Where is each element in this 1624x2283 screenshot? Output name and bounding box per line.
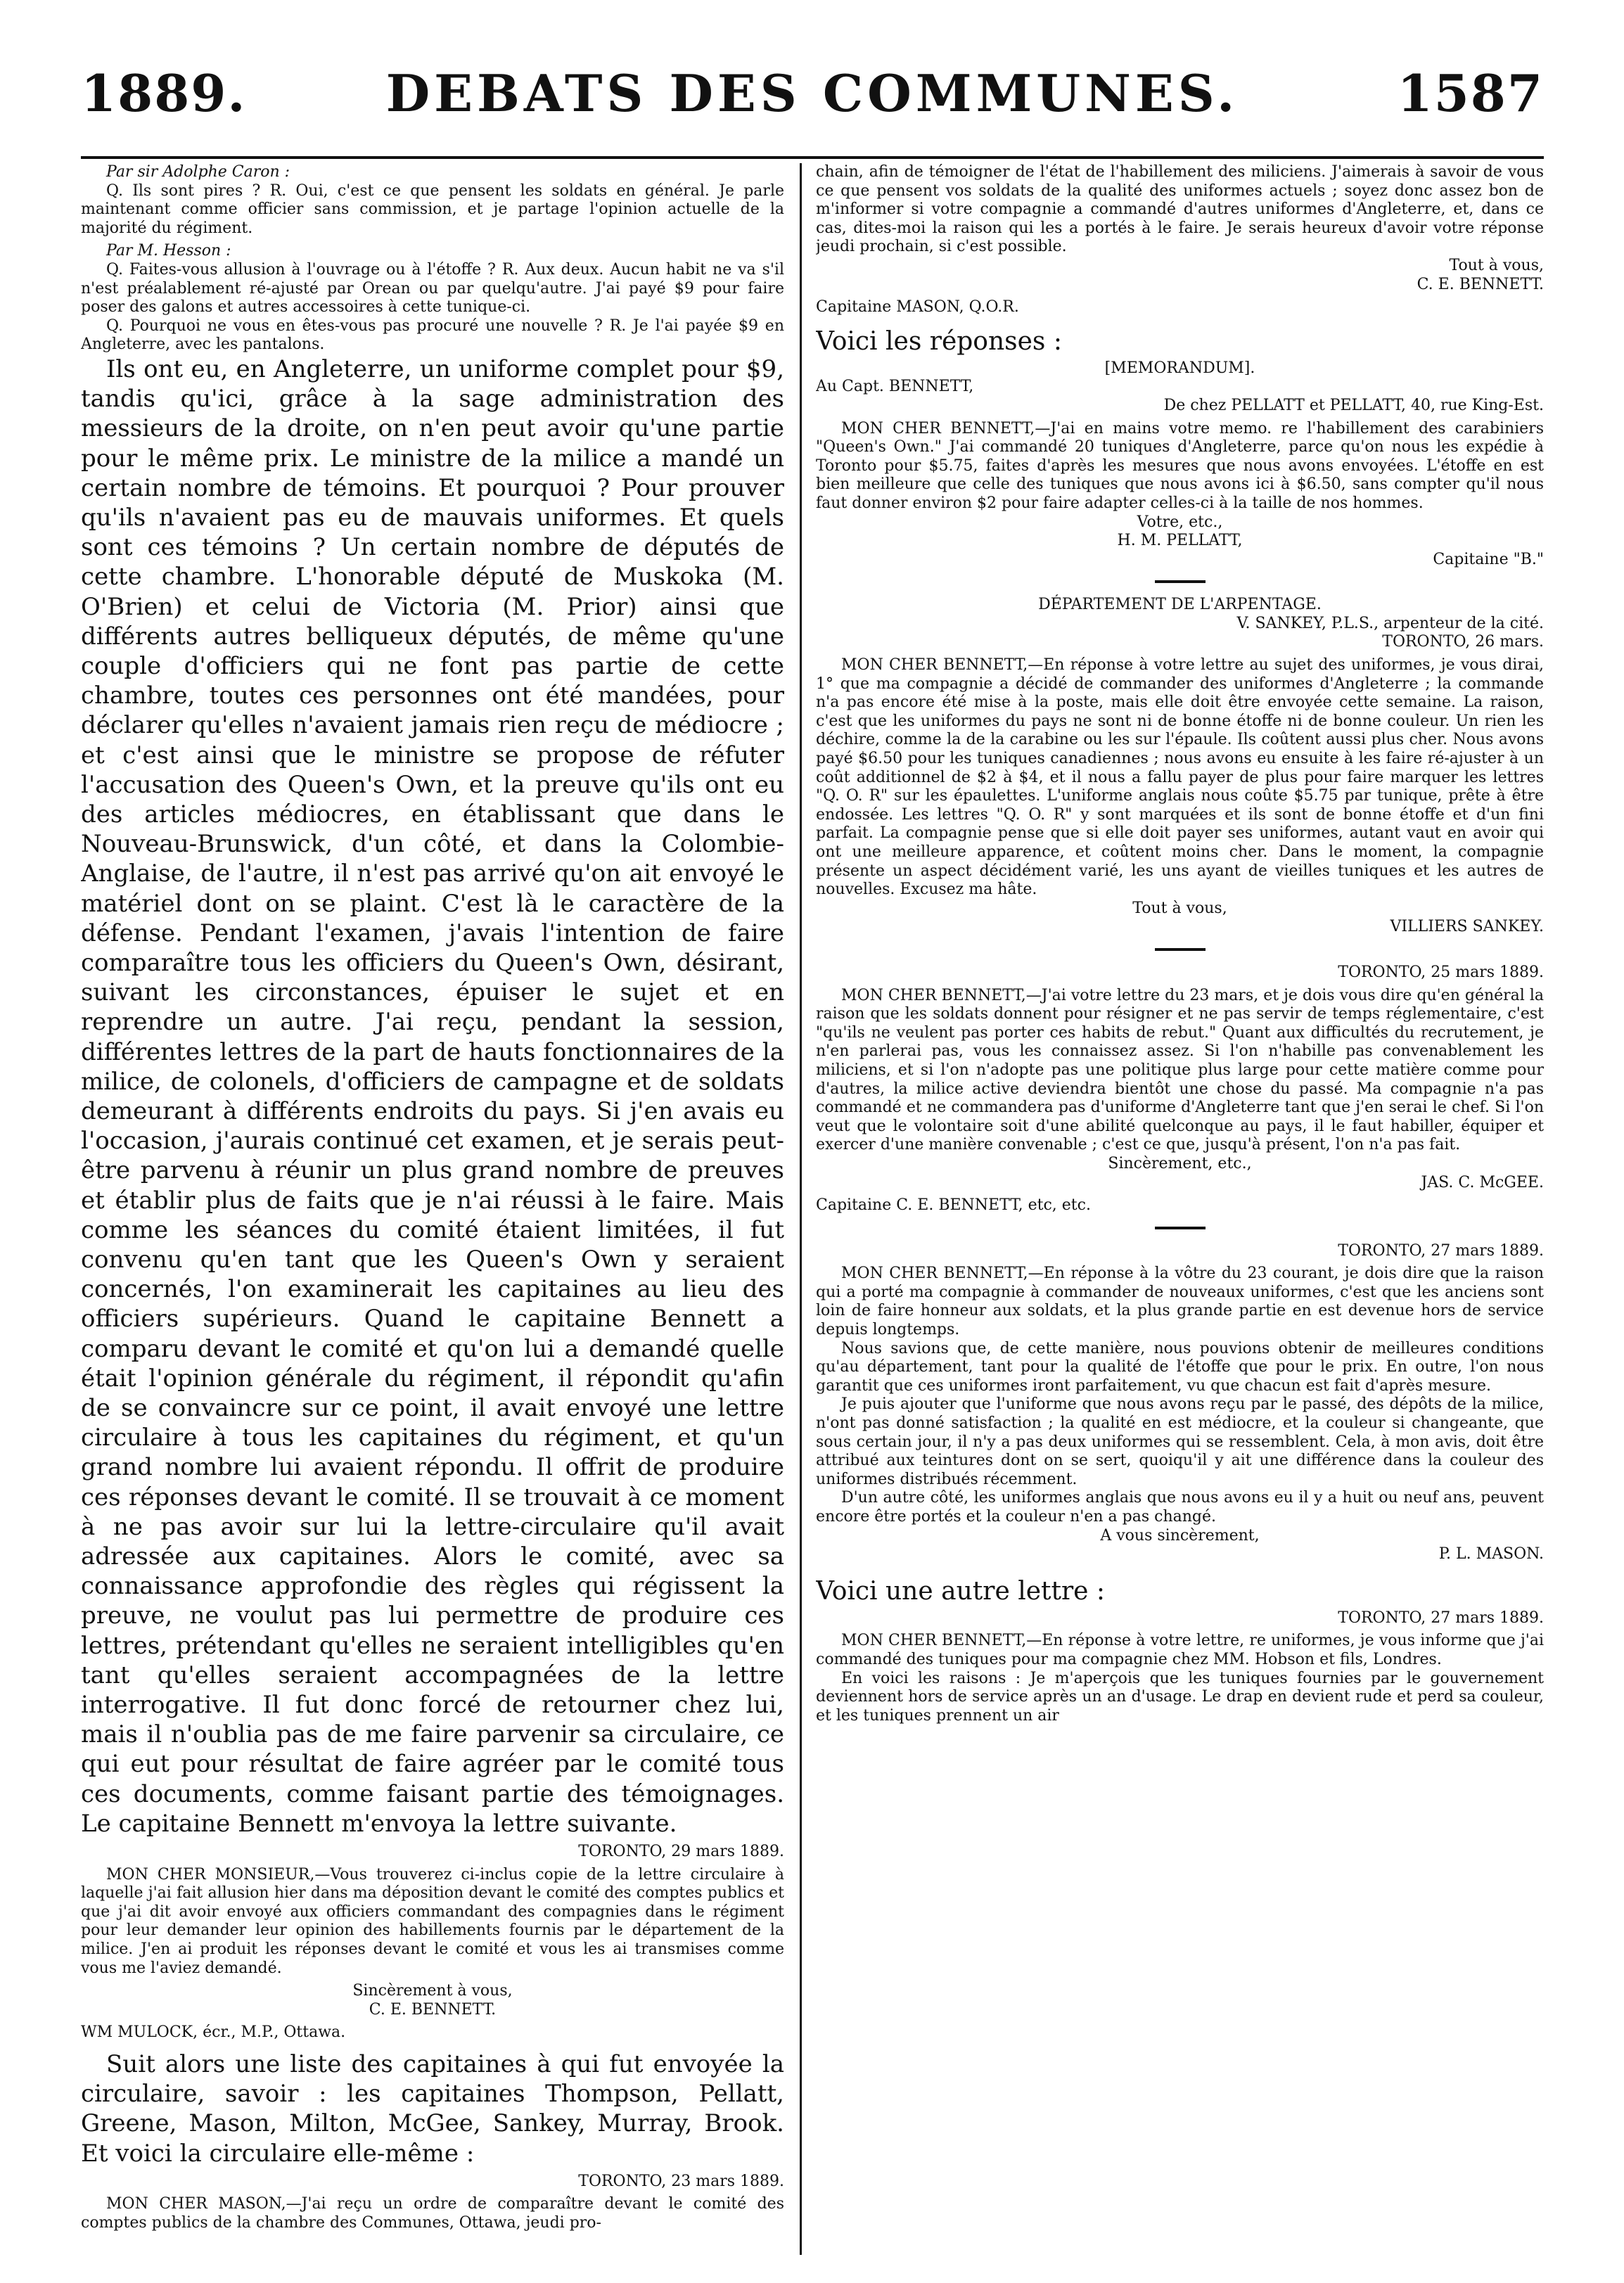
separator-rule bbox=[1155, 580, 1206, 583]
text-block: Voici une autre lettre : bbox=[816, 1576, 1106, 1606]
text-block: Votre, etc., bbox=[1137, 513, 1223, 531]
text-block: Q. Pourquoi ne vous en êtes-vous pas procuré une nouvelle ? R. Je l'ai payée $9 en Angleterre, avec les pantalons. bbox=[81, 316, 784, 354]
separator-rule bbox=[1155, 948, 1206, 951]
text-block: chain, afin de témoigner de l'état de l'habillement des miliciens. J'aimerais à savoir de vous ce que pensent vos soldats de la qualité des uniformes actuels ; soyez donc assez bon de m'informer si votre compagnie a commandé d'autres uniformes d'Angleterre, et, dans ce cas, dites-moi la raison qui les a portés à le faire. Je serais heureux d'avoir votre réponse jeudi prochain, si c'est possible. bbox=[816, 163, 1544, 256]
text-block: Nous savions que, de cette manière, nous pouvions obtenir de meilleures conditions qu'au département, tant pour la qualité de l'étoffe que pour le prix. En outre, l'on nous garantit que ces uniformes iront parfaitement, vu que chacun est fait d'après mesure. bbox=[816, 1339, 1544, 1395]
left-column bbox=[81, 163, 784, 2255]
right-column bbox=[816, 163, 1544, 2255]
text-block: JAS. C. McGEE. bbox=[1421, 1173, 1544, 1191]
text-block: Sincèrement à vous, bbox=[352, 1982, 513, 2000]
text-block: Par M. Hesson : bbox=[106, 242, 231, 260]
text-block: Q. Ils sont pires ? R. Oui, c'est ce que pensent les soldats en général. Je parle maintenant comme officier sans commission, et je partage l'opinion actuelle de la majorité du régiment. bbox=[81, 181, 784, 237]
text-block: WM MULOCK, écr., M.P., Ottawa. bbox=[81, 2023, 346, 2042]
text-block: Capitaine "B." bbox=[1433, 550, 1544, 568]
text-block: A vous sincèrement, bbox=[1100, 1526, 1260, 1545]
text-block: TORONTO, 23 mars 1889. bbox=[578, 2172, 784, 2190]
text-block: Voici les réponses : bbox=[816, 326, 1062, 356]
text-block: TORONTO, 29 mars 1889. bbox=[578, 1843, 784, 1861]
text-block: Tout à vous, bbox=[1449, 256, 1544, 274]
text-block: En voici les raisons : Je m'aperçois que les tuniques fournies par le gouvernement deviennent hors de service après un an d'usage. Le drap en devient rude et perd sa couleur, et les tuniques prennent un air bbox=[816, 1669, 1544, 1725]
text-block: Capitaine C. E. BENNETT, etc, etc. bbox=[816, 1196, 1091, 1215]
text-block: Sincèrement, etc., bbox=[1108, 1154, 1252, 1172]
text-block: Ils ont eu, en Angleterre, un uniforme complet pour $9, tandis qu'ici, grâce à la sage administration des messieurs de la droite, on n'en peut avoir qu'une partie pour le même prix. Le ministre de la milice a mandé un certain nombre de témoins. Et pourquoi ? Pour prouver qu'ils n'avaient pas eu de mauvais uniformes. Et quels sont ces témoins ? Un certain nombre de députés de cette chambre. L'honorable député de Muskoka (M. O'Brien) et celui de Victoria (M. Prior) ainsi que différents autres belliqueux députés, de même qu'une couple d'officiers qui ne font pas partie de cette chambre, toutes ces personnes ont été mandées, pour déclarer qu'elles n'avaient jamais rien reçu de médiocre ; et c'est ainsi que le ministre se propose de réfuter l'accusation des Queen's Own, et la preuve qu'ils ont eu des articles médiocres, en établissant que dans le Nouveau-Brunswick, d'un côté, et dans la Colombie-Anglaise, de l'autre, il n'est pas arrivé qu'on ait envoyé le matériel dont on se plaint. C'est là le caractère de la défense. Pendant l'examen, j'avais l'intention de faire comparaître tous les officiers du Queen's Own, désirant, suivant les circonstances, épuiser le sujet et en reprendre un autre. J'ai reçu, pendant la session, différentes lettres de la part de hauts fonctionnaires de la milice, de colonels, d'officiers de campagne et de soldats demeurant à différents endroits du pays. Si j'en avais eu l'occasion, j'aurais continué cet examen, et je serais peut-être parvenu à réunir un plus grand nombre de preuves et établir plus de faits que je n'ai réussi à le faire. Mais comme les séances du comité étaient limitées, il fut convenu qu'en tant que les Queen's Own y seraient concernés, l'on examinerait les capitaines au lieu des officiers supérieurs. Quand le capitaine Bennett a comparu devant le comité et qu'on lui a demandé quelle était l'opinion générale du régiment, il répondit qu'afin de se convaincre sur ce point, il avait envoyé une lettre circulaire à tous les capitaines du régiment, et qu'un grand nombre lui avaient répondu. Il offrit de produire ces réponses devant le comité. Il se trouvait à ce moment à ne pas avoir sur lui la lettre-circulaire qu'il avait adressée aux capitaines. Alors le comité, avec sa connaissance approfondie des règles qui régissent la preuve, ne voulut pas lui permettre de produire ces lettres, prétendant qu'elles ne seraient intelligibles qu'en tant qu'elles seraient accompagnées de la lettre interrogative. Il fut donc forcé de retourner chez lui, mais il n'oublia pas de me faire parvenir sa circulaire, ce qui eut pour résultat de faire agréer par le comité tous ces documents, comme faisant partie des témoignages. Le capitaine Bennett m'envoya la lettre suivante. bbox=[81, 354, 784, 1838]
text-block: TORONTO, 27 mars 1889. bbox=[1338, 1241, 1544, 1260]
text-block: MON CHER MONSIEUR,—Vous trouverez ci-inclus copie de la lettre circulaire à laquelle j'ai fait allusion hier dans ma déposition devant le comité des comptes publics et que j'ai dit avoir envoyé aux officiers commandant des compagnies dans le régiment pour leur demander leur opinion des habillements fournis par le département de la milice. J'en ai produit les réponses devant le comité et vous les ai transmises comme vous me l'aviez demandé. bbox=[81, 1865, 784, 1977]
text-block: De chez PELLATT et PELLATT, 40, rue King-Est. bbox=[1163, 396, 1544, 414]
text-block: V. SANKEY, P.L.S., arpenteur de la cité. bbox=[1236, 614, 1544, 632]
text-block: MON CHER BENNETT,—En réponse à votre lettre, re uniformes, je vous informe que j'ai commandé des tuniques pour ma compagnie chez MM. Hobson et fils, Londres. bbox=[816, 1632, 1544, 1668]
text-block: TORONTO, 25 mars 1889. bbox=[1338, 963, 1544, 981]
text-block: Capitaine MASON, Q.O.R. bbox=[816, 298, 1019, 316]
separator-rule bbox=[1155, 1227, 1206, 1229]
text-block: MON CHER BENNETT,—En réponse à votre lettre au sujet des uniformes, je vous dirai, 1° que ma compagnie a décidé de commander des uniformes d'Angleterre ; la commande n'a pas encore été mise à la poste, mais elle doit être envoyée cette semaine. La raison, c'est que les uniformes du pays ne sont ni de bonne étoffe ni de bonne couleur. Un rien les déchire, comme la de la carabine ou les sur l'épaule. Ils coûtent aussi plus cher. Nous avons payé $6.50 pour les tuniques canadiennes ; nous avons eu ensuite à les faire ré-ajuster à un coût additionnel de $2 à $4, et il nous a fallu payer de plus pour faire marquer les lettres "Q. O. R" sur les épaulettes. L'uniforme anglais nous coûte $5.75 par tunique, prête à être endossée. Les lettres "Q. O. R" y sont marquées et ils sont de bonne étoffe et d'un fini parfait. La compagnie pense que si elle doit payer ses uniformes, autant vaut en avoir qui ont une meilleure apparence, et coûtent moins cher. Dans le moment, la compagnie présente un aspect décidément varié, les uns ayant de vieilles tuniques et les autres de nouvelles. Excusez ma hâte. bbox=[816, 656, 1544, 899]
text-block: TORONTO, 27 mars 1889. bbox=[1338, 1609, 1544, 1627]
text-block: P. L. MASON. bbox=[1438, 1545, 1544, 1563]
text-block: TORONTO, 26 mars. bbox=[1382, 633, 1544, 651]
header-year: 1889. bbox=[81, 63, 247, 123]
header-rule bbox=[81, 156, 1544, 159]
text-block: C. E. BENNETT. bbox=[369, 2000, 497, 2019]
text-block: MON CHER BENNETT,—J'ai en mains votre memo. re l'habillement des carabiniers "Queen's Own." J'ai commandé 20 tuniques d'Angleterre, parce qu'on nous les expédie à Toronto pour $5.75, faites d'après les mesures que nous avons envoyées. L'étoffe en est bien meilleure que celle des tuniques que nous avons ici à $6.50, sans compter qu'il nous faut donner environ $2 pour faire adapter celles-ci à la taille de nos hommes. bbox=[816, 419, 1544, 512]
text-block: VILLIERS SANKEY. bbox=[1390, 918, 1544, 936]
text-block: [MEMORANDUM]. bbox=[1104, 359, 1255, 377]
text-block: H. M. PELLATT, bbox=[1117, 532, 1243, 550]
page-number: 1587 bbox=[1397, 63, 1544, 123]
text-block: DÉPARTEMENT DE L'ARPENTAGE. bbox=[1038, 596, 1322, 614]
page-header bbox=[81, 56, 1544, 141]
text-block: Q. Faites-vous allusion à l'ouvrage ou à l'étoffe ? R. Aux deux. Aucun habit ne va s'il n'est préalablement ré-ajusté par Orean ou par quelqu'autre. J'ai payé $9 pour faire poser des galons et autres accessoires à cette tunique-ci. bbox=[81, 260, 784, 316]
text-block: Par sir Adolphe Caron : bbox=[106, 163, 290, 181]
text-block: Tout à vous, bbox=[1132, 899, 1227, 917]
text-block: Je puis ajouter que l'uniforme que nous avons reçu par le passé, des dépôts de la milice, n'ont pas donné satisfaction ; la qualité en est médiocre, et la couleur si changeante, que sous certain jour, il n'y a pas deux uniformes qui se ressemblent. Cela, à mon avis, doit être attribué aux teintures dont on se sert, quoiqu'il y ait une différence dans la couleur des uniformes distribués récemment. bbox=[816, 1395, 1544, 1488]
text-block: D'un autre côté, les uniformes anglais que nous avons eu il y a huit ou neuf ans, peuvent encore être portés et la couleur n'en a pas changé. bbox=[816, 1489, 1544, 1526]
text-block: C. E. BENNETT. bbox=[1417, 275, 1544, 293]
text-block: MON CHER MASON,—J'ai reçu un ordre de comparaître devant le comité des comptes publics de la chambre des Communes, Ottawa, jeudi pro- bbox=[81, 2195, 784, 2232]
column-divider bbox=[800, 163, 802, 2255]
text-block: MON CHER BENNETT,—J'ai votre lettre du 23 mars, et je dois vous dire qu'en général la raison que les soldats donnent pour résigner et ne pas servir de temps réglementaire, c'est "qu'ils ne veulent pas porter ces habits de rebut." Quant aux difficultés du recrutement, je n'en parlerai pas, vous les connaissez assez. Si l'on n'habille pas convenablement les miliciens, et si l'on n'adopte pas une politique plus large pour cette matière comme pour d'autres, la milice active deviendra bientôt une chose du passé. Ma compagnie n'a pas commandé et ne commandera pas d'uniforme d'Angleterre tant que j'en serai le chef. Si l'on veut que le volontaire soit d'une abilité quelconque au pays, il le faut habiller, équiper et exercer d'une manière convenable ; c'est ce que, jusqu'à présent, l'on n'a pas fait. bbox=[816, 986, 1544, 1154]
text-block: Suit alors une liste des capitaines à qui fut envoyée la circulaire, savoir : les capitaines Thompson, Pellatt, Greene, Mason, Milton, McGee, Sankey, Murray, Brook. Et voici la circulaire elle-même : bbox=[81, 2050, 784, 2168]
running-title: DEBATS DES COMMUNES. bbox=[385, 63, 1239, 123]
text-block: MON CHER BENNETT,—En réponse à la vôtre du 23 courant, je dois dire que la raison qui a porté ma compagnie à commander de nouveaux uniformes, c'est que les anciens sont loin de faire honneur aux soldats, et la plus grande partie en est devenue hors de service depuis longtemps. bbox=[816, 1265, 1544, 1339]
text-block: Au Capt. BENNETT, bbox=[816, 378, 974, 396]
